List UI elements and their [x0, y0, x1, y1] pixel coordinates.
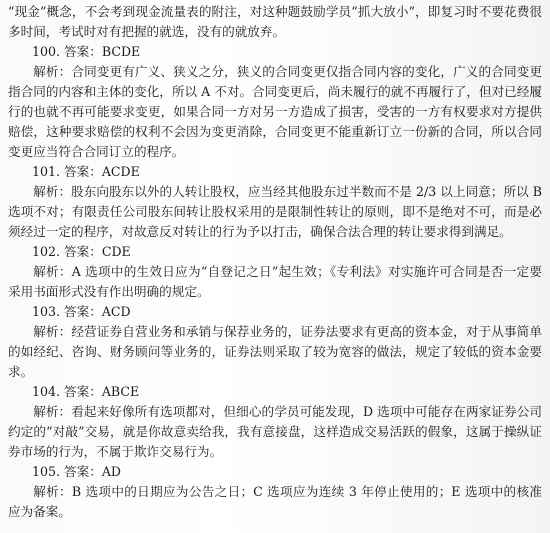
- answer-line-105: 105. 答案：AD: [32, 464, 122, 479]
- answer-line-102: 102. 答案：CDE: [32, 244, 131, 259]
- explanation-102: 解析：A 选项中的生效日应为“自登记之日”起生效；《专利法》对实施许可合同是否一定要采用书面形式没有作出明确的规定。: [8, 264, 542, 299]
- intro-paragraph: “现金”概念，不会考到现金流量表的附注，对这种题鼓励学员“抓大放小”，即复习时不要花费很多时间，考试时对有把握的就选，没有的就放弃。: [8, 4, 542, 39]
- explanation-104: 解析：看起来好像所有选项都对，但细心的学员可能发现，D 选项中可能存在两家证券公司约定的“对敲”交易，就是你故意卖给我，我有意接盘，这样造成交易活跃的假象，这属于操纵证券市场的行为，不属于欺诈交易行为。: [8, 404, 542, 459]
- answer-line-104: 104. 答案：ABCE: [32, 384, 140, 399]
- answer-line-101: 101. 答案：ACDE: [32, 164, 140, 179]
- document-body: [8, 2, 542, 522]
- answer-line-103: 103. 答案：ACD: [32, 304, 131, 319]
- explanation-100: 解析：合同变更有广义、狭义之分，狭义的合同变更仅指合同内容的变化，广义的合同变更指合同的内容和主体的变化，所以 A 不对。合同变更后，尚未履行的就不再履行了，但对已经履行的也就不再可能要求变更，如果合同一方对另一方造成了损害，受害的一方有权要求对方提供赔偿，这种要求赔偿的权利不会因为变更消除，合同变更不能重新订立一份新的合同，所以合同变更应当符合合同订立的程序。: [8, 64, 542, 159]
- explanation-101: 解析：股东向股东以外的人转让股权，应当经其他股东过半数而不是 2/3 以上同意；所以 B 选项不对；有限责任公司股东间转让股权采用的是限制性转让的原则，即不是绝对不可，而是必须经过一定的程序，对故意反对转让的行为予以打击，确保合法合理的转让要求得到满足。: [8, 184, 542, 239]
- answer-line-100: 100. 答案：BCDE: [32, 44, 141, 59]
- explanation-103: 解析：经营证券自营业务和承销与保荐业务的，证券法要求有更高的资本金，对于从事简单的如经纪、咨询、财务顾问等业务的，证券法则采取了较为宽容的做法，规定了较低的资本金要求。: [8, 324, 542, 379]
- explanation-105: 解析：B 选项中的日期应为公告之日；C 选项应为连续 3 年停止使用的；E 选项中的核准应为备案。: [8, 484, 542, 519]
